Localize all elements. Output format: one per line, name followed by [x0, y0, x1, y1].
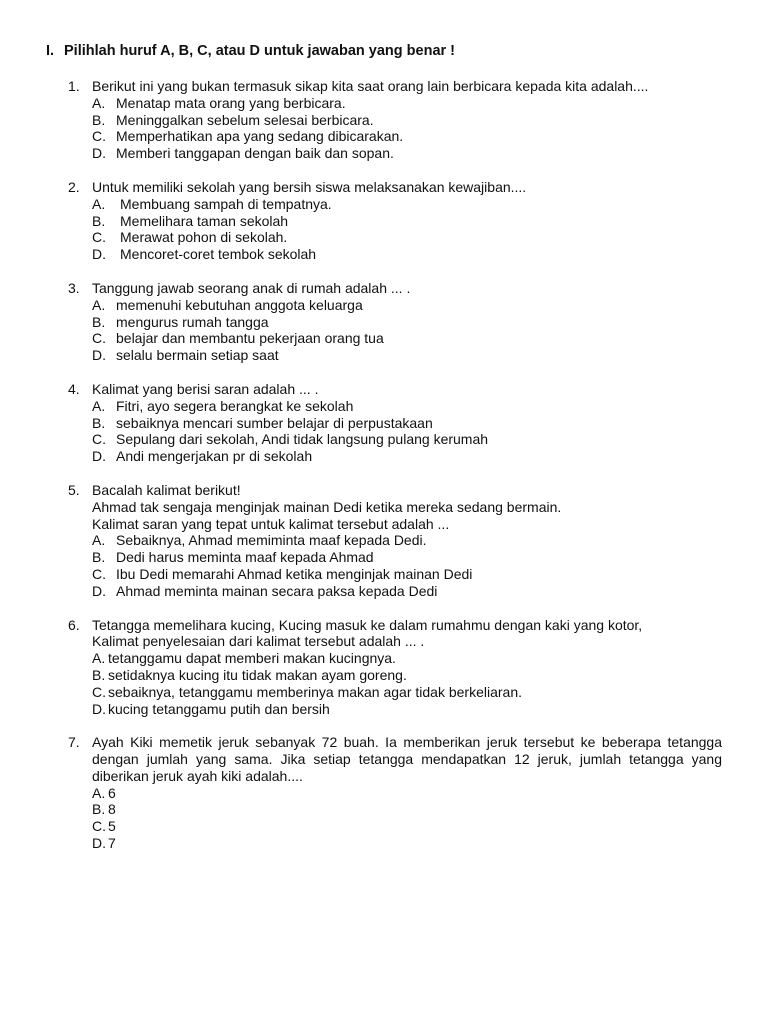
option-text: 8 [108, 801, 116, 818]
option-text: Dedi harus meminta maaf kepada Ahmad [116, 549, 374, 566]
option-letter: D. [92, 700, 106, 717]
option-b [92, 314, 722, 331]
question-2 [68, 179, 722, 263]
option-text: sebaiknya, tetanggamu memberinya makan agar tidak berkeliaran. [108, 683, 523, 700]
question-number: 7. [68, 734, 80, 751]
option-d [92, 246, 722, 263]
option-text: tetanggamu dapat memberi makan kucingnya. [108, 650, 396, 667]
option-d [92, 448, 722, 465]
question-text: Ahmad tak sengaja menginjak mainan Dedi ketika mereka sedang bermain. [92, 498, 562, 515]
option-letter: B. [92, 111, 106, 128]
question-1 [68, 78, 722, 162]
option-text: kucing tetanggamu putih dan bersih [108, 700, 330, 717]
option-text: Memperhatikan apa yang sedang dibicarakan. [116, 128, 404, 145]
option-letter: B. [92, 313, 106, 330]
option-b [92, 415, 722, 432]
option-text: Membuang sampah di tempatnya. [120, 195, 332, 212]
option-letter: C. [92, 431, 106, 448]
question-7 [68, 734, 722, 852]
option-a [92, 785, 722, 802]
option-d [92, 583, 722, 600]
option-text: Mencoret-coret tembok sekolah [120, 246, 317, 263]
option-a [92, 398, 722, 415]
question-5 [68, 482, 722, 600]
question-4 [68, 381, 722, 465]
option-text: sebaiknya mencari sumber belajar di perpustakaan [116, 414, 433, 431]
option-letter: C. [92, 128, 106, 145]
question-text: Kalimat penyelesaian dari kalimat tersebut adalah ... . [92, 633, 425, 650]
option-text: Ibu Dedi memarahi Ahmad ketika menginjak mainan Dedi [116, 565, 473, 582]
option-text: Memelihara taman sekolah [120, 212, 289, 229]
option-a [92, 297, 722, 314]
option-text: memenuhi kebutuhan anggota keluarga [116, 296, 363, 313]
option-text: 7 [108, 835, 116, 852]
question-text: Ayah Kiki memetik jeruk sebanyak 72 buah. Ia memberikan jeruk tersebut ke beberapa tetangga dengan jumlah yang sama. Jika setiap tetangga mendapatkan 12 jeruk, jumlah tetangga yang diberikan jeruk ayah kiki adalah.... [92, 734, 722, 784]
question-number: 6. [68, 616, 80, 633]
option-c [92, 128, 722, 145]
option-a [92, 650, 722, 667]
option-text: 6 [108, 784, 116, 801]
option-letter: C. [92, 229, 106, 246]
option-text: Sepulang dari sekolah, Andi tidak langsung pulang kerumah [116, 431, 489, 448]
option-text: selalu bermain setiap saat [116, 347, 279, 364]
option-letter: A. [92, 650, 106, 667]
option-letter: A. [92, 94, 106, 111]
question-list [68, 78, 722, 869]
option-d [92, 835, 722, 852]
option-letter: C. [92, 330, 106, 347]
option-b [92, 112, 722, 129]
option-a [92, 95, 722, 112]
question-text: Untuk memiliki sekolah yang bersih siswa melaksanakan kewajiban.... [92, 178, 527, 195]
option-text: belajar dan membantu pekerjaan orang tua [116, 330, 384, 347]
option-text: Memberi tanggapan dengan baik dan sopan. [116, 145, 394, 162]
option-c [92, 684, 722, 701]
question-number: 4. [68, 380, 80, 397]
question-number: 5. [68, 481, 80, 498]
option-letter: D. [92, 448, 106, 465]
option-c [92, 330, 722, 347]
option-a [92, 196, 722, 213]
option-letter: D. [92, 582, 106, 599]
option-b [92, 213, 722, 230]
question-text: Berikut ini yang bukan termasuk sikap kita saat orang lain berbicara kepada kita adalah.... [92, 78, 649, 94]
option-letter: D. [92, 145, 106, 162]
option-c [92, 229, 722, 246]
option-b [92, 549, 722, 566]
option-text: 5 [108, 818, 116, 835]
option-letter: A. [92, 195, 106, 212]
question-3 [68, 280, 722, 364]
question-6 [68, 617, 722, 718]
option-letter: C. [92, 818, 106, 835]
option-b [92, 801, 722, 818]
option-letter: B. [92, 414, 106, 431]
question-text: Bacalah kalimat berikut! [92, 481, 241, 498]
option-letter: C. [92, 683, 106, 700]
option-letter: B. [92, 212, 106, 229]
option-b [92, 667, 722, 684]
question-number: 3. [68, 279, 80, 296]
option-letter: C. [92, 565, 106, 582]
option-a [92, 532, 722, 549]
option-text: mengurus rumah tangga [116, 313, 269, 330]
question-text: Tetangga memelihara kucing, Kucing masuk ke dalam rumahmu dengan kaki yang kotor, [92, 616, 643, 633]
option-d [92, 145, 722, 162]
section-instruction-text: Pilihlah huruf A, B, C, atau D untuk jawaban yang benar ! [64, 43, 456, 59]
option-text: Andi mengerjakan pr di sekolah [116, 448, 313, 465]
question-number: 2. [68, 178, 80, 195]
option-d [92, 701, 722, 718]
option-text: Sebaiknya, Ahmad memiminta maaf kepada Dedi. [116, 532, 427, 549]
question-text: Kalimat yang berisi saran adalah ... . [92, 380, 319, 397]
option-text: setidaknya kucing itu tidak makan ayam goreng. [108, 666, 407, 683]
question-number: 1. [68, 78, 80, 94]
option-d [92, 347, 722, 364]
option-letter: D. [92, 347, 106, 364]
option-letter: B. [92, 801, 106, 818]
option-text: Fitri, ayo segera berangkat ke sekolah [116, 397, 354, 414]
section-instruction [46, 43, 455, 60]
option-text: Merawat pohon di sekolah. [120, 229, 288, 246]
option-letter: A. [92, 784, 106, 801]
option-text: Ahmad meminta mainan secara paksa kepada Dedi [116, 582, 438, 599]
option-c [92, 818, 722, 835]
question-text: Kalimat saran yang tepat untuk kalimat tersebut adalah ... [92, 515, 450, 532]
option-letter: D. [92, 835, 106, 852]
option-letter: B. [92, 666, 106, 683]
section-number: I. [46, 43, 55, 59]
option-letter: A. [92, 532, 106, 549]
option-c [92, 566, 722, 583]
option-text: Menatap mata orang yang berbicara. [116, 94, 346, 111]
option-c [92, 431, 722, 448]
option-letter: A. [92, 397, 106, 414]
option-letter: A. [92, 296, 106, 313]
question-text: Tanggung jawab seorang anak di rumah adalah ... . [92, 279, 411, 296]
option-text: Meninggalkan sebelum selesai berbicara. [116, 111, 374, 128]
option-letter: D. [92, 246, 106, 263]
option-letter: B. [92, 549, 106, 566]
